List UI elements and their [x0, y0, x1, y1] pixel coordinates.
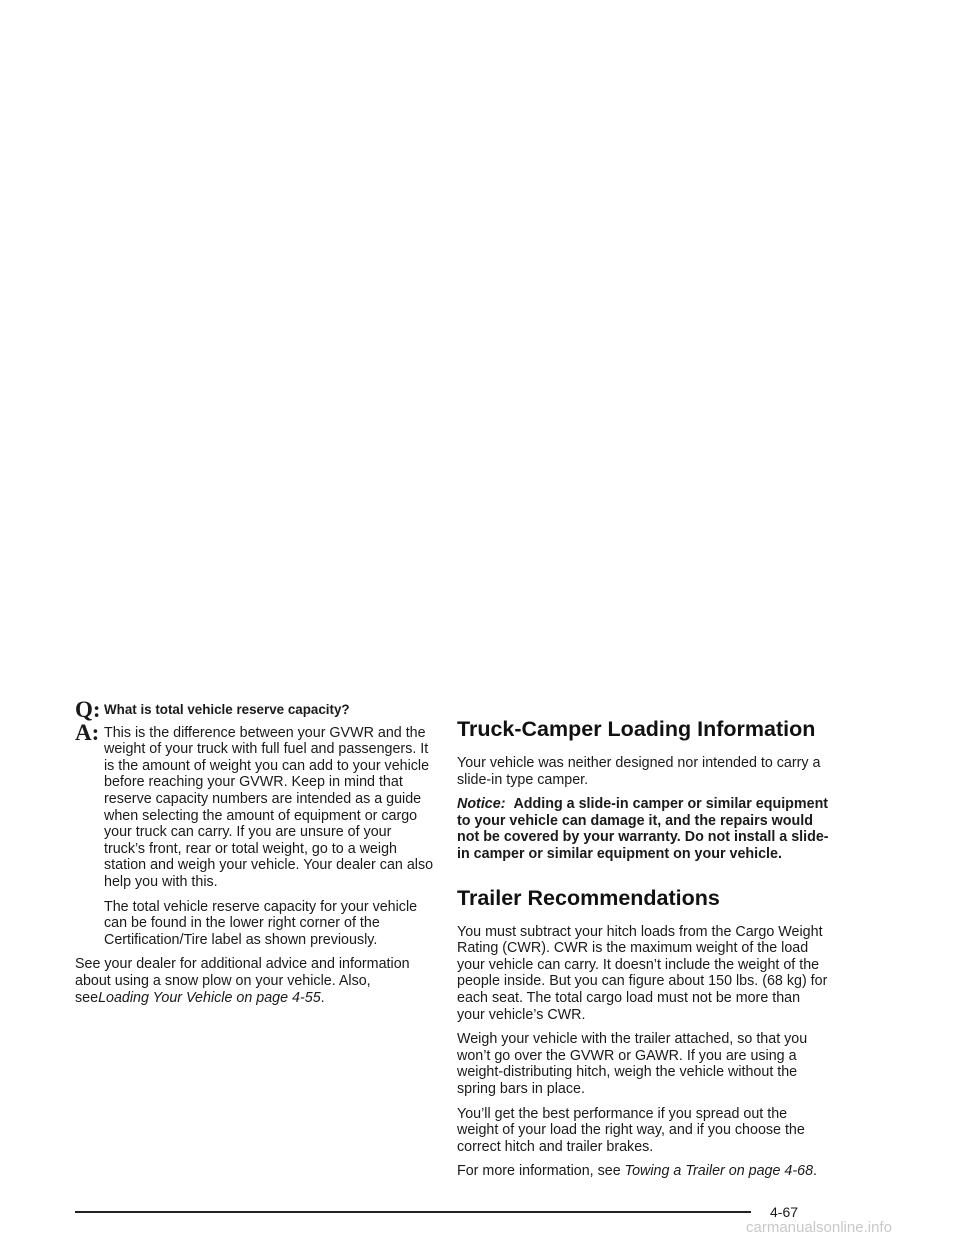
footer-rule — [75, 1211, 751, 1213]
answer-paragraph-1: This is the difference between your GVWR and the weight of your truck with full fuel and passengers. It is the amount of weight you can add to your vehicle before reaching your GVWR. Keep in mind that reserve capacity numbers are intended as a guide when selecting the amount of equipment or cargo your truck can carry. If you are unsure of your truck’s front, rear or total weight, go to a weigh station and weigh your vehicle. Your dealer can also help you with this. — [104, 724, 434, 890]
answer-mark: A: — [75, 719, 100, 745]
snow-plow-period: . — [320, 989, 325, 1006]
trailer-paragraph-4 — [457, 1163, 829, 1180]
question-block — [75, 697, 435, 722]
page-number: 4-67 — [770, 1204, 799, 1220]
truck-camper-intro: Your vehicle was neither designed nor intended to carry a slide-in type camper. — [457, 755, 821, 788]
notice-text: Adding a slide-in camper or similar equipment to your vehicle can damage it, and the repairs would not be covered by your warranty. Do not install a slide-in camper or similar equipment on your vehicle. — [457, 796, 829, 862]
trailer-paragraph-1: You must subtract your hitch loads from the Cargo Weight Rating (CWR). CWR is the maximum weight of the load your vehicle can carry. It doesn’t include the weight of the people inside. But you can figure about 150 lbs. (68 kg) for each seat. The total cargo load must not be more than your vehicle’s CWR. — [457, 923, 828, 1023]
answer-block — [75, 719, 435, 891]
snow-plow-paragraph — [75, 956, 435, 1006]
more-info-text: For more information, see — [457, 1163, 621, 1180]
trailer-paragraph-2: Weigh your vehicle with the trailer attached, so that you won’t go over the GVWR or GAWR. If you are using a weight-distributing hitch, weigh the vehicle without the spring bars in place. — [457, 1031, 808, 1097]
question-mark: Q: — [75, 697, 101, 722]
answer-paragraph-2: The total vehicle reserve capacity for your vehicle can be found in the lower right corner of the Certification/Tire label as shown previously. — [104, 898, 418, 948]
question-text: What is total vehicle reserve capacity? — [104, 702, 350, 717]
trailer-paragraph-3: You’ll get the best performance if you spread out the weight of your load the right way, and if you choose the correct hitch and trailer brakes. — [457, 1105, 805, 1155]
towing-trailer-link[interactable]: Towing a Trailer on page 4-68 — [624, 1163, 814, 1180]
left-column — [75, 697, 435, 1014]
trailer-heading: Trailer Recommendations — [457, 885, 720, 910]
right-column — [457, 716, 829, 1188]
more-info-period: . — [813, 1163, 818, 1180]
snow-plow-text: See your dealer for additional advice and information about using a snow plow on your vehicle. Also, see — [75, 956, 410, 1006]
loading-vehicle-link[interactable]: Loading Your Vehicle on page 4-55 — [98, 989, 321, 1006]
truck-camper-heading: Truck-Camper Loading Information — [457, 717, 816, 741]
notice-label: Notice: — [457, 796, 506, 813]
watermark: carmanualsonline.info — [746, 1219, 892, 1236]
notice-paragraph — [457, 796, 829, 862]
